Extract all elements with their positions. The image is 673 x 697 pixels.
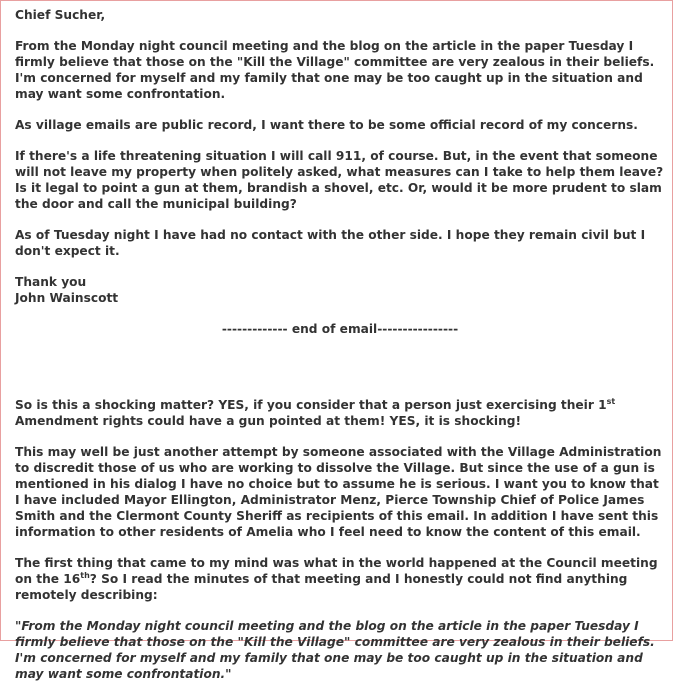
ordinal-suffix-th: th xyxy=(80,571,90,580)
commentary-p1-text-start: So is this a shocking matter? YES, if you consider that a person just exercising their 1 xyxy=(15,398,607,412)
email-salutation: Chief Sucher, xyxy=(15,8,106,22)
ordinal-suffix-st: st xyxy=(606,397,616,406)
email-signature: John Wainscott xyxy=(15,291,119,305)
spacer xyxy=(15,352,665,397)
commentary-paragraph-2: This may well be just another attempt by someone associated with the Village Administration to discredit those of us who are working to dissolve the Village. But since the use of a gun is mentioned in his dialog I have no choice but to assume he is serious. I want you to know that I have included Mayor Ellington, Administrator Menz, Pierce Township Chief of Police James Smith and the Clermont County Sheriff as recipients of this email. In addition I have sent this information to other residents of Amelia who I feel need to know the content of this email. xyxy=(15,445,662,539)
commentary-paragraph-3 xyxy=(15,555,665,603)
document-body xyxy=(15,7,665,697)
email-paragraph-1: From the Monday night council meeting and the blog on the article in the paper Tuesday I firmly believe that those on the "Kill the Village" committee are very zealous in their beliefs. I'm concerned for myself and my family that one may be too caught up in the situation and may want some confrontation. xyxy=(15,39,655,101)
commentary-p3-text-start: The first thing that came to my mind was what in the world happened at the Council meeting on the 16 xyxy=(15,556,658,586)
commentary-paragraph-1 xyxy=(15,397,665,429)
email-paragraph-2: As village emails are public record, I want there to be some official record of my concerns. xyxy=(15,118,638,132)
commentary-p3-text-end: ? So I read the minutes of that meeting and I honestly could not find anything remotely describing: xyxy=(15,572,628,602)
end-of-email-marker: ------------- end of email---------------- xyxy=(221,322,459,336)
email-signoff xyxy=(15,274,665,306)
commentary-p1-text-end: Amendment rights could have a gun pointed at them! YES, it is shocking! xyxy=(15,414,522,428)
email-paragraph-3: If there's a life threatening situation I will call 911, of course. But, in the event that someone will not leave my property when politely asked, what measures can I take to help them leave? Is it legal to point a gun at them, brandish a shovel, etc. Or, would it be more prudent to slam the door and call the municipal building? xyxy=(15,149,664,211)
email-closing: Thank you xyxy=(15,275,87,289)
quoted-email-excerpt: "From the Monday night council meeting and the blog on the article in the paper Tuesday I firmly believe that those on the "Kill the Village" committee are very zealous in their beliefs. I'm concerned for myself and my family that one may be too caught up in the situation and may want some confrontation." xyxy=(15,619,655,681)
email-paragraph-4: As of Tuesday night I have had no contact with the other side. I hope they remain civil but I don't expect it. xyxy=(15,228,646,258)
